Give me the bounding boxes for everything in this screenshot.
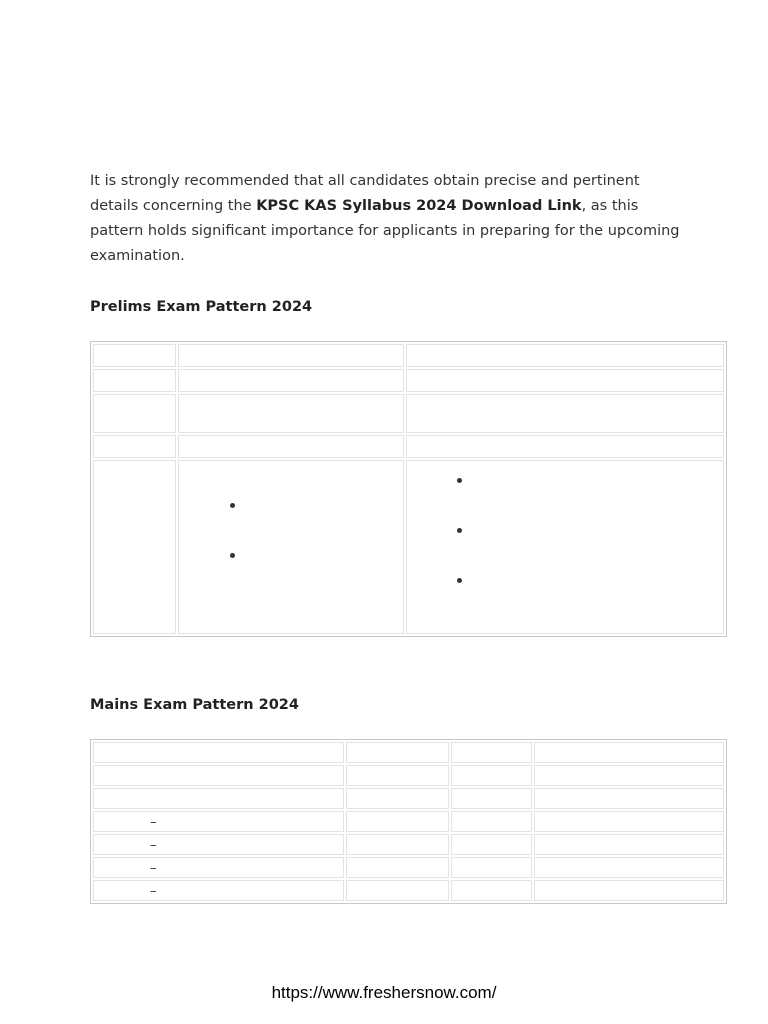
dash-marker: – [150, 861, 157, 876]
list-bullet [457, 578, 462, 583]
table-cell [406, 460, 724, 634]
prelims-heading: Prelims Exam Pattern 2024 [90, 299, 313, 315]
table-cell [178, 369, 404, 392]
dash-marker: – [150, 815, 157, 830]
table-row [93, 857, 724, 878]
list-bullet [230, 553, 235, 558]
table-cell [534, 857, 724, 878]
table-cell [451, 788, 532, 809]
table-cell [451, 857, 532, 878]
table-cell [406, 344, 724, 367]
table-cell [178, 435, 404, 458]
table-row [93, 435, 724, 458]
table-cell [93, 344, 176, 367]
table-cell [406, 394, 724, 433]
intro-paragraph [90, 169, 690, 269]
table-cell [534, 742, 724, 763]
table-cell [534, 788, 724, 809]
table-cell [534, 834, 724, 855]
table-row [93, 811, 724, 832]
footer-url[interactable]: https://www.freshersnow.com/ [271, 983, 497, 1002]
mains-heading: Mains Exam Pattern 2024 [90, 697, 299, 713]
table-cell [346, 857, 449, 878]
table-cell [451, 765, 532, 786]
table-cell [346, 880, 449, 901]
table-cell [346, 811, 449, 832]
table-cell [178, 460, 404, 634]
table-cell [93, 765, 344, 786]
table-cell [178, 394, 404, 433]
table-cell [406, 369, 724, 392]
table-row [93, 369, 724, 392]
table-cell [451, 880, 532, 901]
table-cell [93, 394, 176, 433]
table-row [93, 880, 724, 901]
table-cell [451, 834, 532, 855]
table-cell [178, 344, 404, 367]
intro-text-before: It is strongly recommended that all candidates obtain precise and pertinent details concerning the [90, 173, 640, 214]
table-cell [346, 788, 449, 809]
list-bullet [230, 503, 235, 508]
table-cell [93, 742, 344, 763]
table-row [93, 344, 724, 367]
table-cell [93, 857, 344, 878]
table-cell [93, 435, 176, 458]
table-cell [93, 460, 176, 634]
table-row [93, 834, 724, 855]
list-bullet [457, 478, 462, 483]
dash-marker: – [150, 838, 157, 853]
table-cell [406, 435, 724, 458]
table-row [93, 742, 724, 763]
table-cell [346, 834, 449, 855]
table-cell [93, 788, 344, 809]
table-row [93, 788, 724, 809]
table-cell [451, 742, 532, 763]
table-cell [93, 369, 176, 392]
table-row [93, 765, 724, 786]
table-cell [93, 880, 344, 901]
prelims-table [90, 341, 727, 637]
table-row [93, 394, 724, 433]
syllabus-download-link[interactable]: KPSC KAS Syllabus 2024 Download Link [256, 198, 582, 214]
list-bullet [457, 528, 462, 533]
table-cell [93, 834, 344, 855]
table-cell [534, 880, 724, 901]
mains-table [90, 739, 727, 904]
intro-text-after: , as this pattern holds significant importance for applicants in preparing for the upcoming examination. [90, 198, 680, 264]
table-cell [346, 765, 449, 786]
table-row [93, 460, 724, 634]
table-cell [451, 811, 532, 832]
table-cell [93, 811, 344, 832]
table-cell [534, 765, 724, 786]
table-cell [534, 811, 724, 832]
table-cell [346, 742, 449, 763]
dash-marker: – [150, 884, 157, 899]
